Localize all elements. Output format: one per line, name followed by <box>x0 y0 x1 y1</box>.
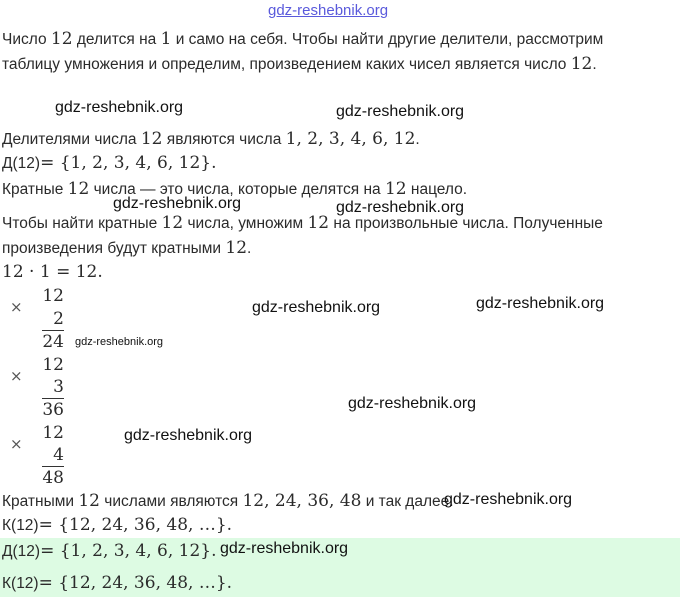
multiply-sign-icon: × <box>10 298 23 316</box>
multiples-set: К(12)= {12, 24, 36, 48, …}. <box>2 515 233 535</box>
multiply-sign-icon: × <box>10 367 23 385</box>
divider-line <box>42 330 64 331</box>
equation: 12 · 1 = 12. <box>2 262 103 282</box>
watermark: gdz-reshebnik.org <box>55 99 184 116</box>
divisors-sentence: Делителями числа 12 являются числа 1, 2, 3, 4, 6, 12. <box>2 129 420 149</box>
intro-line-2: таблицу умножения и определим, произведением каких чисел является число 12. <box>2 54 597 74</box>
watermark: gdz-reshebnik.org <box>336 199 465 216</box>
divider-line <box>42 466 64 467</box>
factor-bottom: 2 <box>53 309 64 329</box>
factor-top: 12 <box>42 423 64 443</box>
watermark: gdz-reshebnik.org <box>124 427 253 444</box>
watermark: gdz-reshebnik.org <box>75 336 164 348</box>
watermark: gdz-reshebnik.org <box>348 395 477 412</box>
watermark: gdz-reshebnik.org <box>444 491 573 508</box>
watermark: gdz-reshebnik.org <box>252 299 381 316</box>
multiples-sentence: Кратными 12 числами являются 12, 24, 36, 48 и так далее. <box>2 491 454 511</box>
multiples-method-line-2: произведения будут кратными 12. <box>2 238 252 258</box>
intro-line-1: Число 12 делится на 1 и само на себя. Чтобы найти другие делители, рассмотрим <box>2 29 604 49</box>
product: 48 <box>42 468 64 488</box>
product: 36 <box>42 400 64 420</box>
multiples-definition: Кратные 12 числа — это числа, которые делятся на 12 нацело. <box>2 179 468 199</box>
factor-top: 12 <box>42 355 64 375</box>
factor-bottom: 4 <box>53 445 64 465</box>
watermark-top-link[interactable]: gdz-reshebnik.org <box>268 2 389 19</box>
answer-multiples: К(12)= {12, 24, 36, 48, …}. <box>2 573 233 593</box>
factor-bottom: 3 <box>53 377 64 397</box>
multiples-method-line-1: Чтобы найти кратные 12 числа, умножим 12 на произвольные числа. Полученные <box>2 213 603 233</box>
divisors-set: Д(12)= {1, 2, 3, 4, 6, 12}. <box>2 153 217 173</box>
watermark: gdz-reshebnik.org <box>336 103 465 120</box>
watermark: gdz-reshebnik.org <box>113 195 242 212</box>
multiply-sign-icon: × <box>10 435 23 453</box>
product: 24 <box>42 332 64 352</box>
divider-line <box>42 398 64 399</box>
watermark: gdz-reshebnik.org <box>220 540 349 557</box>
watermark: gdz-reshebnik.org <box>476 295 605 312</box>
factor-top: 12 <box>42 286 64 306</box>
answer-divisors: Д(12)= {1, 2, 3, 4, 6, 12}. <box>2 541 217 561</box>
